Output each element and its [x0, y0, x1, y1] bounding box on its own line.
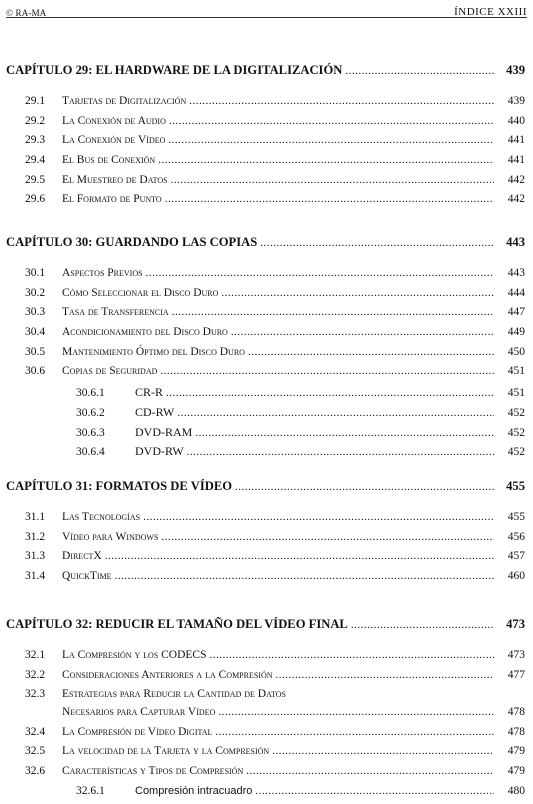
entry-title: El Formato de Punto — [62, 193, 162, 206]
leader-dots — [189, 95, 494, 107]
chapter-title: CAPÍTULO 32: REDUCIR EL TAMAÑO DEL VÍDEO FINAL — [6, 617, 348, 631]
entry-page: 440 — [507, 114, 525, 127]
entry-page: 477 — [507, 668, 525, 681]
entry-title: Estrategias para Reducir la Cantidad de Datos — [62, 688, 286, 701]
entry-title: CR-R — [135, 385, 164, 400]
entry-page: 452 — [507, 426, 525, 439]
chapter-29 — [6, 63, 525, 213]
entry-number: 29.3 — [25, 134, 46, 147]
leader-dots — [158, 154, 494, 166]
toc-entry[interactable] — [6, 688, 525, 706]
leader-dots — [165, 193, 494, 205]
leader-dots — [146, 267, 494, 279]
entry-number: 32.4 — [25, 725, 46, 738]
chapter-page: 455 — [506, 479, 525, 493]
entry-number: 32.6.1 — [76, 784, 105, 797]
entry-page: 457 — [507, 550, 525, 563]
entry-number: 31.4 — [25, 570, 46, 583]
entry-title: El Bus de Conexión — [62, 154, 156, 167]
toc-entry[interactable] — [6, 745, 525, 765]
entry-number: 30.5 — [25, 345, 46, 358]
entry-title: La velocidad de la Tarjeta y la Compresión — [62, 745, 270, 758]
leader-dots — [187, 446, 494, 458]
header-rule — [6, 17, 527, 18]
toc-subentry[interactable] — [6, 385, 525, 405]
toc-subentry[interactable] — [6, 785, 525, 804]
entry-page: 478 — [507, 725, 525, 738]
entry-number: 30.6.3 — [76, 426, 105, 439]
toc-entry[interactable] — [6, 550, 525, 570]
leader-dots — [218, 706, 494, 718]
leader-dots — [143, 511, 494, 523]
chapter-heading[interactable] — [6, 63, 525, 81]
chapter-31 — [6, 479, 525, 590]
entry-title: Acondicionamiento del Disco Duro — [62, 326, 228, 339]
entry-title: Compresión intracuadro — [135, 784, 253, 797]
entry-number: 29.6 — [25, 193, 46, 206]
entry-title: CD-RW — [135, 404, 175, 419]
toc-entry[interactable] — [6, 669, 525, 689]
header-copyright: © RA-MA — [6, 8, 47, 18]
toc-subentry[interactable] — [6, 405, 525, 425]
entry-title: DirectX — [62, 550, 102, 563]
chapter-page: 473 — [506, 617, 525, 631]
chapter-title: CAPÍTULO 29: EL HARDWARE DE LA DIGITALIZACIÓN — [6, 63, 343, 77]
toc-entry[interactable] — [6, 134, 525, 154]
toc-entry[interactable] — [6, 306, 525, 326]
entry-title: DVD-RAM — [135, 424, 193, 439]
entry-number: 29.5 — [25, 173, 46, 186]
entry-number: 30.6.4 — [76, 446, 105, 459]
leader-dots — [235, 481, 494, 493]
entry-number: 31.2 — [25, 530, 46, 543]
leader-dots — [276, 669, 494, 681]
leader-dots — [168, 134, 494, 146]
entry-number: 32.3 — [25, 688, 46, 701]
entry-page: 451 — [507, 365, 525, 378]
leader-dots — [160, 365, 494, 377]
chapter-entries — [6, 649, 525, 804]
entry-number: 32.5 — [25, 745, 46, 758]
toc-entry-continuation[interactable] — [6, 706, 525, 726]
entry-title: Copias de Seguridad — [62, 365, 158, 378]
running-header — [6, 2, 527, 18]
toc-subentry[interactable] — [6, 425, 525, 445]
leader-dots — [105, 550, 494, 562]
leader-dots — [255, 785, 494, 797]
entry-page: 439 — [507, 95, 525, 107]
entry-title: QuickTime — [62, 570, 112, 583]
entry-number: 29.1 — [25, 95, 46, 107]
entry-number: 30.4 — [25, 326, 46, 339]
entry-page: 447 — [507, 306, 525, 319]
entry-page: 479 — [507, 764, 525, 777]
toc-entry[interactable] — [6, 193, 525, 213]
chapter-30 — [6, 235, 525, 464]
leader-dots — [351, 619, 494, 631]
entry-title: La Compresión de Vídeo Digital — [62, 725, 213, 738]
toc-entry[interactable] — [6, 511, 525, 531]
entry-page: 442 — [507, 193, 525, 206]
entry-number: 29.4 — [25, 154, 46, 167]
chapter-heading[interactable] — [6, 617, 525, 635]
header-index-page: ÍNDICE XXIII — [454, 6, 527, 18]
leader-dots — [115, 570, 494, 582]
toc-content — [0, 20, 533, 800]
entry-title: La Conexión de Vídeo — [62, 134, 166, 147]
entry-page: 479 — [507, 745, 525, 758]
toc-entry[interactable] — [6, 649, 525, 669]
entry-title: Consideraciones Anteriores a la Compresión — [62, 668, 273, 681]
leader-dots — [195, 427, 494, 439]
toc-entry[interactable] — [6, 115, 525, 135]
leader-dots — [171, 174, 494, 186]
leader-dots — [169, 115, 494, 127]
chapter-heading[interactable] — [6, 479, 525, 497]
chapter-title: CAPÍTULO 30: GUARDANDO LAS COPIAS — [6, 235, 258, 249]
toc-entry[interactable] — [6, 765, 525, 785]
entry-title: El Muestreo de Datos — [62, 173, 168, 186]
entry-page: 441 — [507, 154, 525, 167]
entry-page: 455 — [507, 511, 525, 523]
entry-title: Mantenimiento Óptimo del Disco Duro — [62, 345, 245, 358]
entry-page: 480 — [507, 784, 525, 797]
leader-dots — [166, 387, 494, 399]
leader-dots — [177, 407, 494, 419]
leader-dots — [209, 649, 494, 661]
entry-page: 456 — [507, 530, 525, 543]
entry-title: Tasa de Transferencia — [62, 306, 169, 319]
toc-entry[interactable] — [6, 531, 525, 551]
entry-number: 32.1 — [25, 649, 46, 661]
leader-dots — [248, 346, 494, 358]
entry-number: 31.3 — [25, 550, 46, 563]
entry-number: 30.6.1 — [76, 387, 105, 400]
toc-entry[interactable] — [6, 174, 525, 194]
toc-subentry[interactable] — [6, 444, 525, 464]
chapter-page: 443 — [506, 235, 525, 249]
entry-title: La Compresión y los CODECS — [62, 649, 207, 661]
leader-dots — [246, 765, 494, 777]
toc-entry[interactable] — [6, 267, 525, 287]
chapter-title: CAPÍTULO 31: FORMATOS DE VÍDEO — [6, 479, 233, 493]
toc-entry[interactable] — [6, 726, 525, 746]
entry-number: 32.2 — [25, 668, 46, 681]
toc-entry[interactable] — [6, 95, 525, 115]
entry-page: 441 — [507, 134, 525, 147]
toc-entry[interactable] — [6, 365, 525, 385]
leader-dots — [345, 65, 494, 77]
entry-title: La Conexión de Audio — [62, 114, 166, 127]
entry-title: Vídeo para Windows — [62, 530, 159, 543]
entry-page: 442 — [507, 173, 525, 186]
toc-entry[interactable] — [6, 570, 525, 590]
chapter-entries — [6, 95, 525, 213]
leader-dots — [231, 326, 494, 338]
entry-number: 29.2 — [25, 114, 46, 127]
leader-dots — [260, 237, 494, 249]
entry-number: 30.3 — [25, 306, 46, 319]
entry-number: 30.6.2 — [76, 406, 105, 419]
entry-page: 460 — [507, 570, 525, 583]
leader-dots — [272, 745, 494, 757]
leader-dots — [221, 287, 494, 299]
chapter-32 — [6, 617, 525, 804]
entry-page: 478 — [507, 705, 525, 718]
chapter-entries — [6, 511, 525, 590]
chapter-page: 439 — [506, 63, 525, 77]
toc-entry[interactable] — [6, 287, 525, 307]
chapter-heading[interactable] — [6, 235, 525, 253]
leader-dots — [172, 306, 494, 318]
entry-page: 452 — [507, 406, 525, 419]
entry-page: 443 — [507, 267, 525, 279]
entry-number: 30.6 — [25, 365, 46, 378]
entry-title: Aspectos Previos — [62, 267, 143, 279]
entry-title: DVD-RW — [135, 444, 184, 459]
entry-title: Las Tecnologías — [62, 511, 141, 523]
leader-dots — [161, 531, 494, 543]
toc-entry[interactable] — [6, 326, 525, 346]
entry-number: 30.2 — [25, 286, 46, 299]
leader-dots — [215, 726, 494, 738]
entry-page: 452 — [507, 446, 525, 459]
entry-page: 444 — [507, 286, 525, 299]
entry-title: Cómo Seleccionar el Disco Duro — [62, 286, 219, 299]
entry-page: 451 — [507, 387, 525, 400]
toc-entry[interactable] — [6, 346, 525, 366]
entry-number: 30.1 — [25, 267, 46, 279]
entry-title: Tarjetas de Digitalización — [62, 95, 187, 107]
chapter-entries — [6, 267, 525, 464]
entry-title: Necesarios para Capturar Vídeo — [62, 705, 216, 718]
entry-page: 449 — [507, 326, 525, 339]
toc-entry[interactable] — [6, 154, 525, 174]
entry-number: 32.6 — [25, 764, 46, 777]
entry-number: 31.1 — [25, 511, 46, 523]
entry-page: 473 — [507, 649, 525, 661]
entry-page: 450 — [507, 345, 525, 358]
entry-title: Características y Tipos de Compresión — [62, 764, 244, 777]
